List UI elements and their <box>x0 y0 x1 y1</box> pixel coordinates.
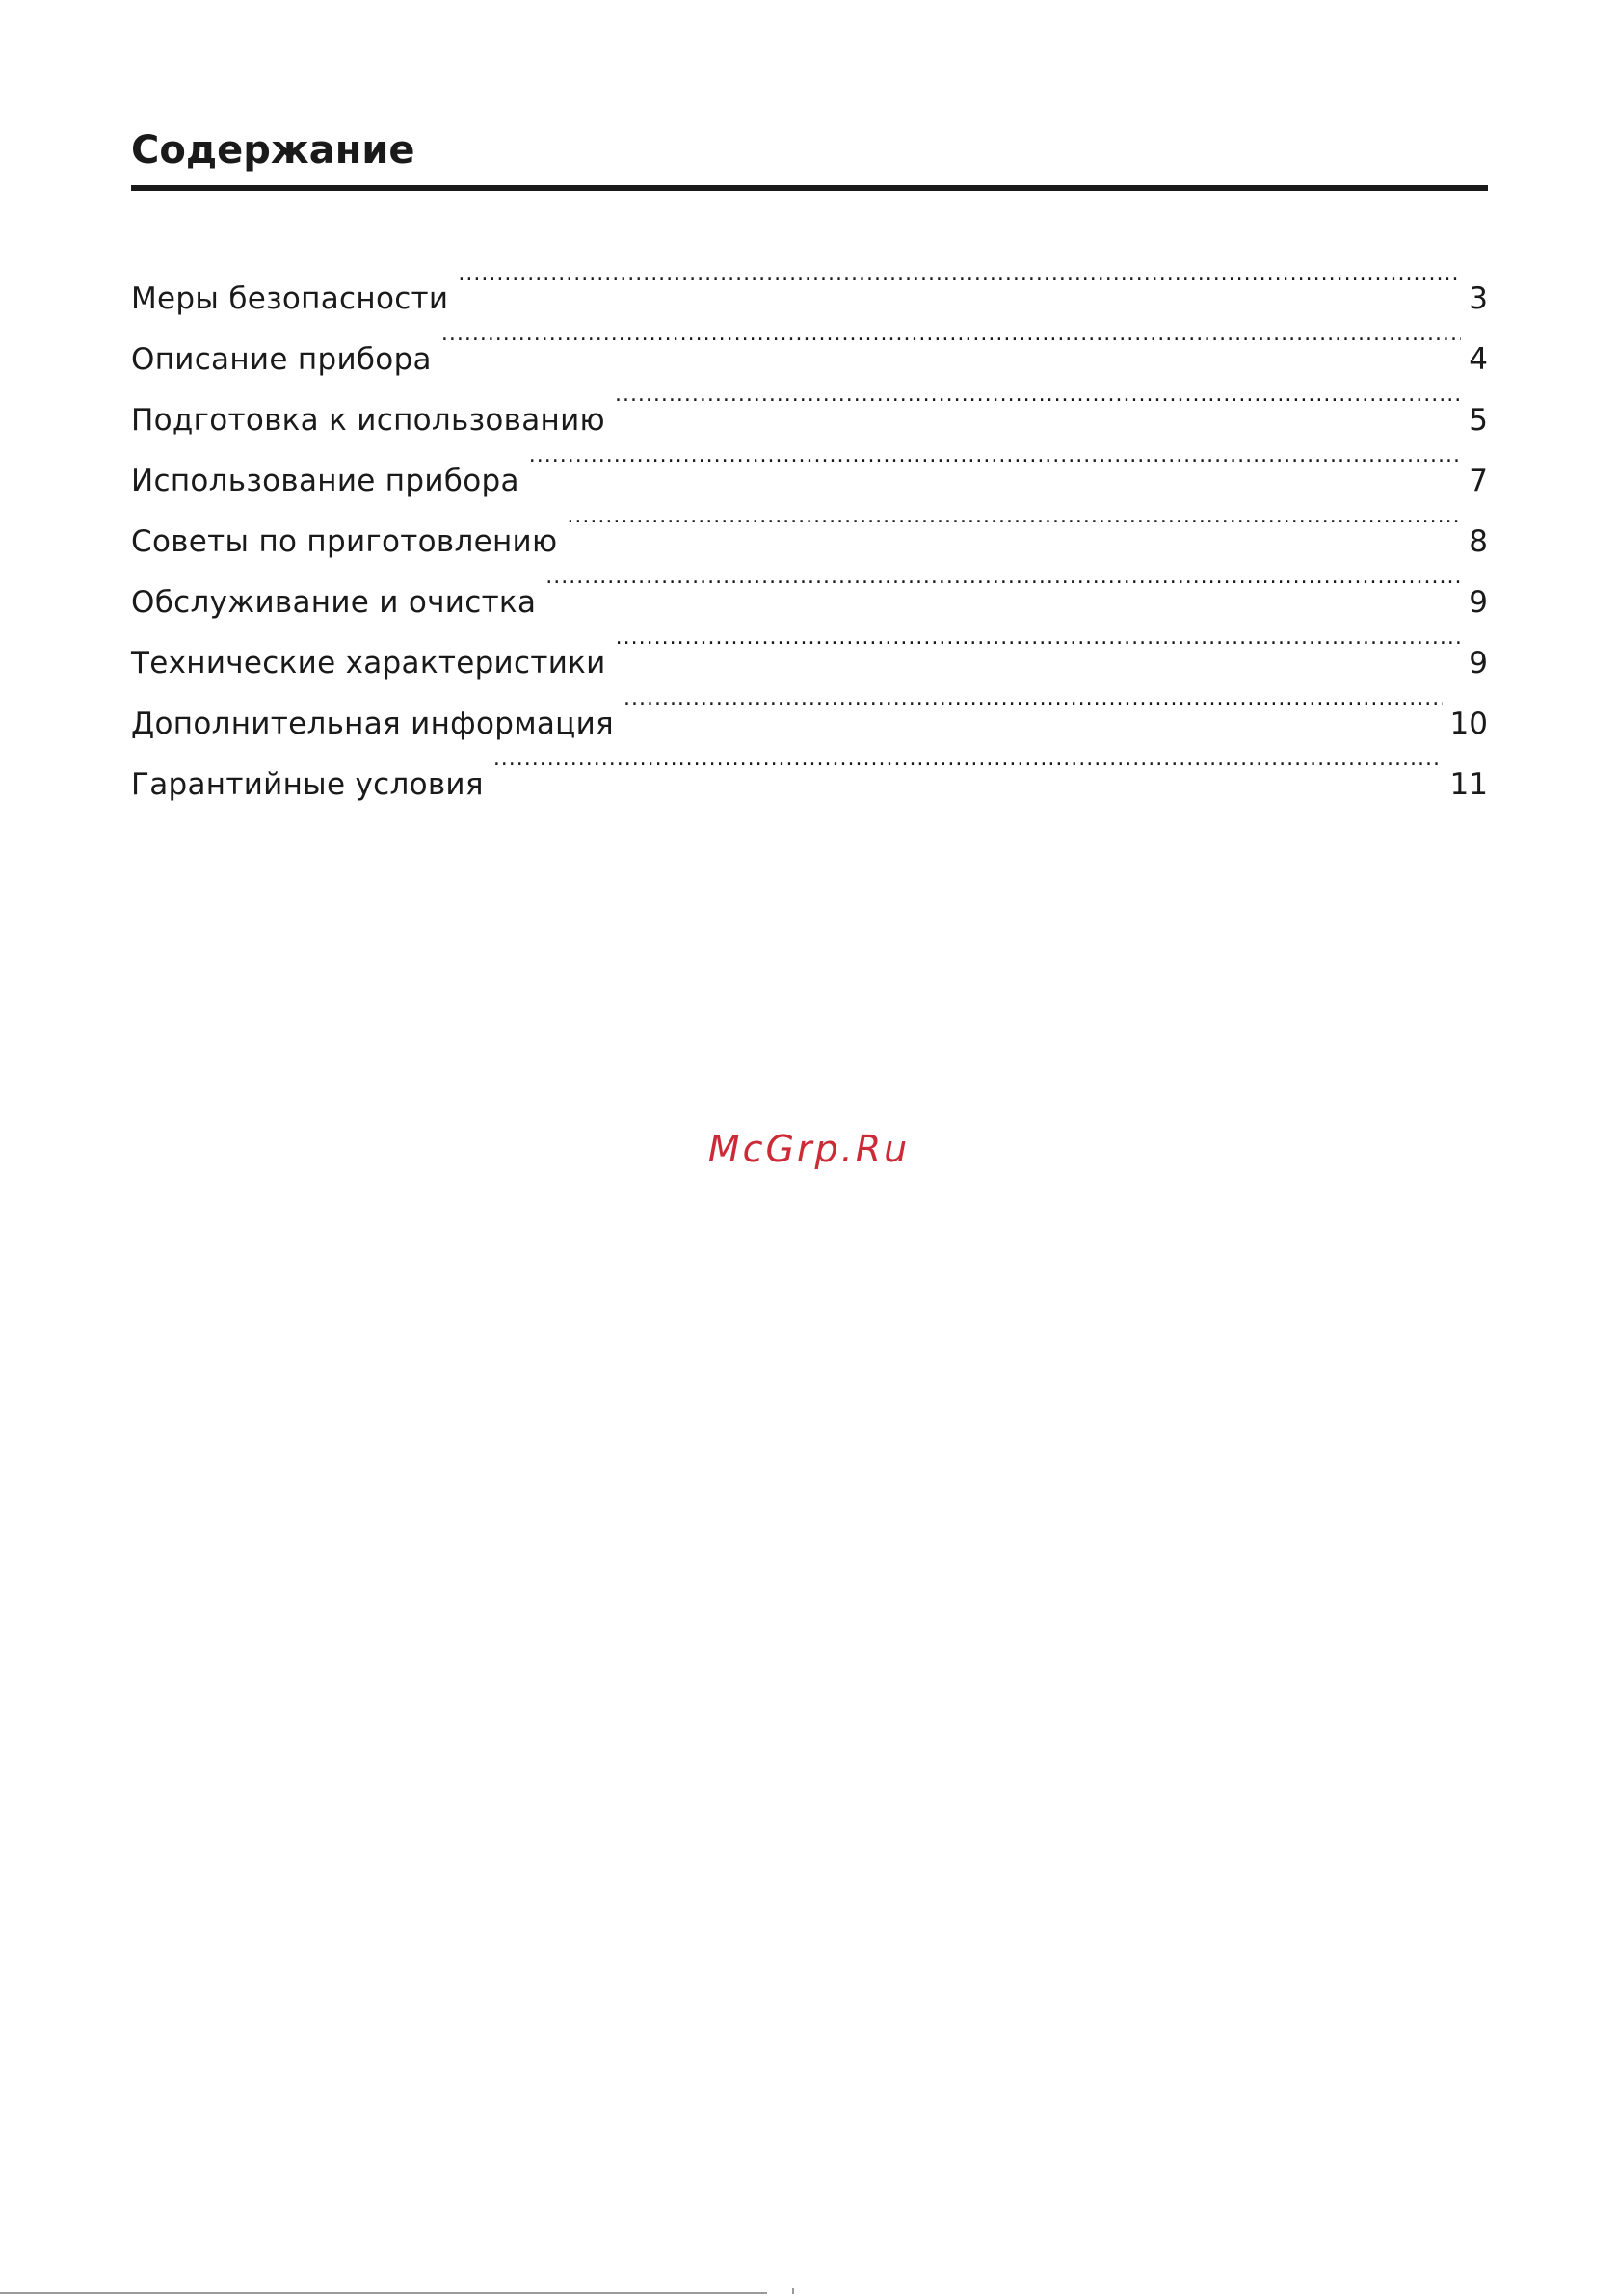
toc-entry-title: Использование прибора <box>131 464 519 498</box>
toc-entry-additional-info[interactable] <box>131 683 1488 744</box>
toc-entry-page: 9 <box>1469 585 1488 620</box>
footer-divider <box>0 2292 767 2294</box>
dot-leader <box>441 319 1461 369</box>
toc-entry-maintenance[interactable] <box>131 562 1488 623</box>
toc-entry-page: 3 <box>1469 281 1488 316</box>
toc-entry-usage[interactable] <box>131 441 1488 501</box>
toc-entry-title: Описание прибора <box>131 342 432 377</box>
title-divider <box>131 185 1488 191</box>
footer-tick-mark <box>792 2288 794 2294</box>
toc-entry-specifications[interactable] <box>131 623 1488 683</box>
toc-entry-page: 9 <box>1469 646 1488 681</box>
toc-entry-page: 11 <box>1449 767 1488 802</box>
toc-entry-cooking-tips[interactable] <box>131 501 1488 562</box>
dot-leader <box>567 501 1461 551</box>
toc-entry-page: 10 <box>1449 707 1488 741</box>
toc-entry-warranty[interactable] <box>131 744 1488 805</box>
watermark: McGrp.Ru <box>707 1128 911 1170</box>
toc-entry-title: Технические характеристики <box>131 646 606 681</box>
toc-entry-title: Гарантийные условия <box>131 767 484 802</box>
dot-leader <box>493 744 1443 794</box>
toc-entry-description[interactable] <box>131 319 1488 380</box>
dot-leader <box>529 441 1461 491</box>
dot-leader <box>623 683 1443 734</box>
toc-entry-safety[interactable] <box>131 258 1488 319</box>
dot-leader <box>616 623 1461 673</box>
toc-entry-title: Подготовка к использованию <box>131 403 605 438</box>
toc-entry-preparation[interactable] <box>131 380 1488 441</box>
toc-entry-page: 7 <box>1469 464 1488 498</box>
toc-entry-page: 5 <box>1469 403 1488 438</box>
toc-entry-title: Дополнительная информация <box>131 707 614 741</box>
toc-entry-title: Меры безопасности <box>131 281 449 316</box>
dot-leader <box>545 562 1461 612</box>
table-of-contents <box>131 258 1488 805</box>
page-title: Содержание <box>131 128 415 173</box>
toc-entry-page: 8 <box>1469 524 1488 559</box>
toc-entry-title: Обслуживание и очистка <box>131 585 537 620</box>
dot-leader <box>615 380 1461 430</box>
toc-entry-page: 4 <box>1469 342 1488 377</box>
toc-entry-title: Советы по приготовлению <box>131 524 558 559</box>
dot-leader <box>458 258 1461 308</box>
